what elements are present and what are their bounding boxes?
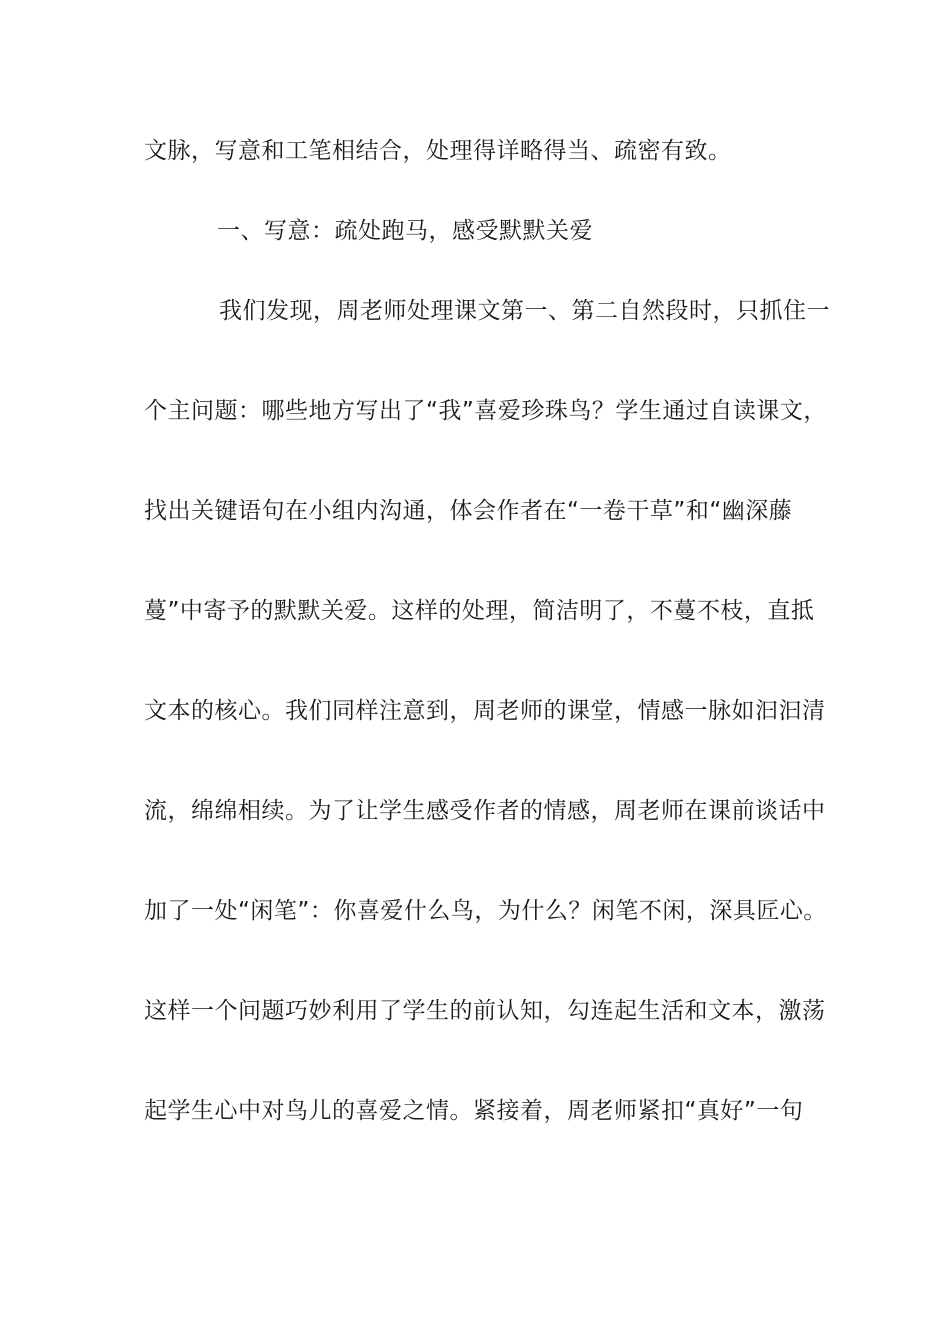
paragraph-line: 流，绵绵相续。为了让学生感受作者的情感，周老师在课前谈话中 <box>144 798 826 824</box>
paragraph-line: 我们发现，周老师处理课文第一、第二自然段时，只抓住一 <box>219 298 830 324</box>
paragraph-line: 个主问题：哪些地方写出了“我”喜爱珍珠鸟？学生通过自读课文， <box>144 398 827 424</box>
section-heading: 一、写意：疏处跑马，感受默默关爱 <box>217 218 593 244</box>
paragraph-line: 蔓”中寄予的默默关爱。这样的处理，简洁明了，不蔓不枝，直抵 <box>144 598 815 624</box>
paragraph-line: 起学生心中对鸟儿的喜爱之情。紧接着，周老师紧扣“真好”一句 <box>144 1098 804 1124</box>
paragraph-line: 找出关键语句在小组内沟通，体会作者在“一卷干草”和“幽深藤 <box>144 498 793 524</box>
paragraph-line: 这样一个问题巧妙利用了学生的前认知，勾连起生活和文本，激荡 <box>144 998 826 1024</box>
paragraph-continuation-line: 文脉，写意和工笔相结合，处理得详略得当、疏密有致。 <box>144 138 732 164</box>
paragraph-line: 加了一处“闲笔”：你喜爱什么鸟，为什么？闲笔不闲，深具匠心。 <box>144 898 827 924</box>
paragraph-line: 文本的核心。我们同样注意到，周老师的课堂，情感一脉如汩汩清 <box>144 698 826 724</box>
